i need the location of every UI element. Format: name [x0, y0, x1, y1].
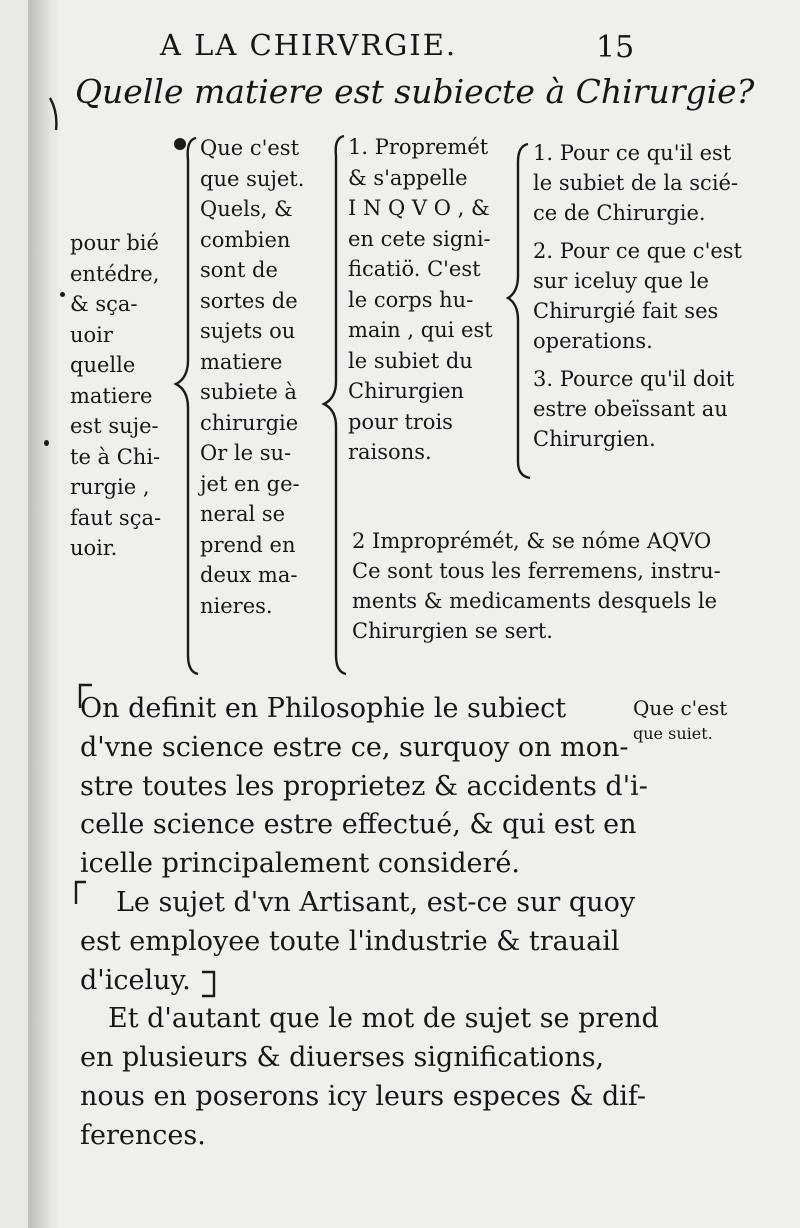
text-line: I N Q V O , &: [348, 196, 490, 220]
text-line: Chirurgié fait ses: [533, 299, 719, 323]
text-line: Que c'est: [633, 696, 728, 720]
text-line: que suiet.: [633, 724, 713, 743]
ink-speck: [174, 138, 186, 150]
text-line: 2. Pour ce que c'est: [533, 239, 742, 263]
ink-speck: [60, 292, 65, 297]
margin-mark-4: [50, 98, 56, 130]
body-text: [80, 690, 659, 1156]
text-line: quelle: [70, 353, 136, 377]
text-line: sortes de: [200, 288, 298, 313]
text-line: matiere: [70, 383, 153, 408]
text-line: Quels, &: [200, 197, 293, 221]
paragraph: [80, 884, 659, 923]
text-line: est employee toute l'industrie & trauail: [80, 925, 620, 957]
brace-left-3: [508, 144, 530, 478]
text-line: 1. Pour ce qu'il est: [533, 141, 732, 165]
text-line: que sujet.: [200, 166, 305, 191]
text-line: main , qui est: [348, 318, 493, 342]
running-head: A LA CHIRVRGIE.: [160, 28, 458, 62]
text-line: 1. Propremét: [348, 135, 489, 159]
text-line: 3. Pource qu'il doit: [533, 367, 735, 391]
text-line: pour bié: [70, 231, 159, 255]
page-number: 15: [596, 30, 635, 65]
text-line: Que c'est: [200, 136, 300, 160]
ink-speck: [44, 440, 49, 446]
text-line: te à Chi-: [70, 444, 161, 469]
text-line: estre obeïssant au: [533, 397, 728, 421]
paragraph: [80, 923, 659, 1001]
text-line: ce de Chirurgie.: [533, 201, 706, 225]
text-line: uoir: [70, 322, 113, 347]
text-line: le subiet de la scié-: [533, 171, 739, 195]
text-line: chirurgie: [200, 410, 299, 435]
section-question: Quelle matiere est subiecte à Chirurgie?: [75, 72, 755, 111]
text-line: icelle principalement consideré.: [80, 848, 520, 880]
paragraph: [80, 1000, 659, 1039]
text-line: Or le su-: [200, 441, 292, 465]
text-line: sur iceluy que le: [533, 269, 709, 293]
text-line: d'iceluy.: [80, 964, 191, 996]
text-line: entédre,: [70, 261, 160, 286]
text-line: prend en: [200, 532, 296, 557]
text-line: Ce sont tous les ferremens, instru-: [352, 559, 721, 583]
text-line: ficatiö. C'est: [348, 257, 481, 281]
text-line: Chirurgien: [348, 379, 465, 403]
text-line: jet en ge-: [200, 471, 300, 496]
text-line: Chirurgien se sert.: [352, 619, 553, 643]
text-line: neral se: [200, 502, 286, 526]
text-line: nous en poserons icy leurs especes & dif-: [80, 1080, 647, 1112]
text-line: 2 Improprémét, & se nóme AQVO: [352, 529, 712, 553]
text-line: combien: [200, 227, 291, 252]
text-line: sujets ou: [200, 319, 296, 343]
text-line: uoir.: [70, 536, 118, 560]
text-line: nieres.: [200, 593, 273, 618]
text-line: raisons.: [348, 440, 432, 464]
text-line: Et d'autant que le mot de sujet se prend: [108, 1003, 659, 1035]
text-line: rurgie ,: [70, 475, 150, 499]
text-line: matiere: [200, 349, 283, 374]
text-line: operations.: [533, 329, 653, 353]
text-line: en plusieurs & diuerses significations,: [80, 1042, 605, 1074]
text-line: le subiet du: [348, 348, 473, 373]
text-line: & sça-: [70, 292, 138, 316]
text-line: deux ma-: [200, 563, 298, 587]
text-line: en cete signi-: [348, 226, 491, 251]
text-line: celle science estre effectué, & qui est en: [80, 809, 637, 841]
text-line: & s'appelle: [348, 165, 468, 190]
text-line: faut sça-: [70, 505, 162, 530]
text-line: ferences.: [80, 1119, 206, 1151]
text-line: ments & medicaments desquels le: [352, 589, 718, 613]
brace-left-1: [176, 138, 198, 674]
text-line: stre toutes les proprietez & accidents d'i-: [80, 770, 648, 802]
text-line: est suje-: [70, 414, 159, 438]
paragraph: [80, 1039, 659, 1155]
brace-left-2: [324, 136, 346, 674]
text-line: Le sujet d'vn Artisant, est-ce sur quoy: [116, 886, 636, 918]
text-line: Chirurgien.: [533, 427, 656, 451]
text-line: sont de: [200, 258, 278, 282]
text-line: le corps hu-: [348, 287, 474, 312]
text-line: d'vne science estre ce, surquoy on mon-: [80, 731, 629, 763]
text-line: On definit en Philosophie le subiect: [80, 693, 567, 724]
paragraph: [80, 690, 659, 884]
text-line: pour trois: [348, 409, 453, 434]
sidenote: [633, 692, 727, 744]
text-line: subiete à: [200, 380, 297, 404]
